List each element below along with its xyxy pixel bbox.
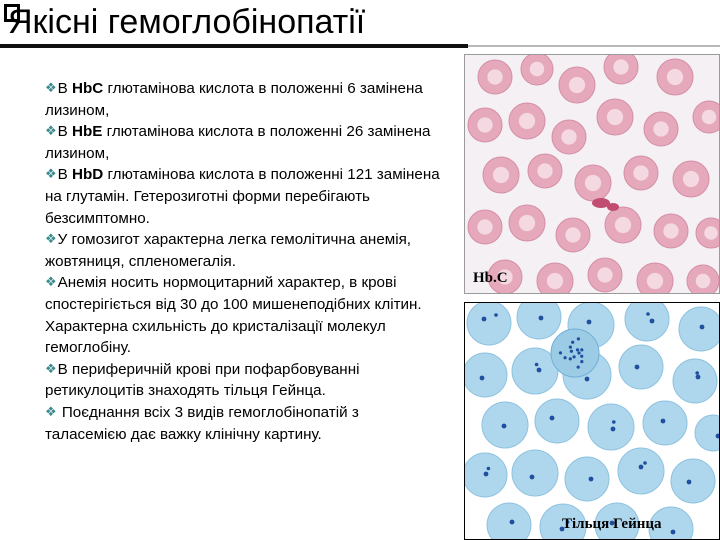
heinz-body-dot <box>577 366 580 369</box>
red-blood-cell <box>643 401 687 445</box>
heinz-body-dot <box>587 320 592 325</box>
red-blood-cell-center <box>547 273 563 289</box>
red-blood-cell-center <box>597 267 612 282</box>
diamond-bullet-icon: ❖ <box>45 231 57 247</box>
heinz-body-dot <box>661 419 666 424</box>
heinz-body-dot <box>537 368 542 373</box>
red-blood-cell <box>467 303 511 345</box>
red-blood-cell <box>679 307 719 351</box>
red-blood-cell-center <box>607 109 623 125</box>
red-blood-cell-center <box>613 59 628 74</box>
red-blood-cell <box>588 404 634 450</box>
heinz-body-dot <box>569 357 572 360</box>
diamond-bullet-icon: ❖ <box>45 360 57 376</box>
bullet-text: Анемія носить нормоцитарний характер, в крові спостерігіється від 30 до 100 мишенеподібних клітин. Характерна схильність до кристалізації молекул гемоглобіну. <box>45 274 422 357</box>
red-blood-cell-center <box>663 223 678 238</box>
diamond-bullet-icon: ❖ <box>45 123 57 139</box>
heinz-body-dot <box>572 355 575 358</box>
heinz-body-dot <box>577 351 580 354</box>
heinz-body-dot <box>580 348 583 351</box>
red-blood-cell-center <box>519 113 535 129</box>
bullet-text: глютамінова кислота в положенні 26 замінена лизином, <box>45 123 431 162</box>
heinz-body-dot <box>695 371 699 375</box>
bullet-prefix: В <box>57 166 73 184</box>
heinz-body-dot <box>671 530 676 535</box>
red-blood-cell <box>619 345 663 389</box>
bullet-item <box>45 229 440 272</box>
heinz-body-dot <box>580 355 583 358</box>
red-blood-cell <box>517 303 561 339</box>
red-blood-cell-center <box>519 215 535 231</box>
red-blood-cell-center <box>647 273 663 289</box>
heinz-body-dot <box>482 317 487 322</box>
red-blood-cell <box>618 448 664 494</box>
heinz-body-dot <box>611 427 616 432</box>
heinz-body-dot <box>535 363 539 367</box>
bullet-bold-term: HbC <box>72 80 104 97</box>
heinz-body-dot <box>480 376 485 381</box>
red-blood-cell <box>671 459 715 503</box>
heinz-body-dot <box>687 480 692 485</box>
red-blood-cell-center <box>561 129 576 144</box>
reticulocyte <box>551 329 599 377</box>
heinz-body-dot <box>643 461 647 465</box>
heinz-body-dot <box>550 416 555 421</box>
red-blood-cell-center <box>653 121 668 136</box>
heinz-body-dot <box>646 312 650 316</box>
heinz-body-dot <box>502 424 507 429</box>
heinz-smear-drawing <box>465 303 719 539</box>
red-blood-cell-center <box>569 77 585 93</box>
heinz-body-dot <box>589 477 594 482</box>
heinz-body-dot <box>563 356 566 359</box>
red-blood-cell <box>565 457 609 501</box>
red-blood-cell-center <box>487 69 502 84</box>
red-blood-cell-center <box>633 165 648 180</box>
bullet-text: У гомозигот характерна легка гемолітична анемія, жовтяниця, спленомегалія. <box>45 231 412 270</box>
bullet-item <box>45 121 440 164</box>
heinz-body-dot <box>487 467 491 471</box>
bullet-list <box>45 78 440 445</box>
red-blood-cell-center <box>477 219 492 234</box>
bullet-item <box>45 164 440 229</box>
target-cell-fragment <box>607 203 619 211</box>
hbc-smear-drawing <box>465 55 719 293</box>
red-blood-cell-center <box>702 110 716 124</box>
red-blood-cell <box>487 503 531 539</box>
heinz-body-dot <box>700 325 705 330</box>
heinz-body-dot <box>639 465 644 470</box>
red-blood-cell-center <box>565 227 580 242</box>
heinz-body-dot <box>577 337 580 340</box>
heinz-body-dot <box>539 316 544 321</box>
red-blood-cell-center <box>477 117 492 132</box>
heinz-body-dot <box>570 350 573 353</box>
heinz-bodies-image <box>464 302 720 540</box>
red-blood-cell-center <box>615 217 631 233</box>
diamond-bullet-icon: ❖ <box>45 274 57 290</box>
title-underline <box>0 44 468 48</box>
heinz-caption: Тільця Гейнца <box>562 516 662 532</box>
heinz-body-dot <box>696 375 701 380</box>
bullet-text: глютамінова кислота в положенні 121 замінена на глутамін. Гетерозиготні форми перебігають безсимптомно. <box>45 166 440 227</box>
bullet-prefix: В <box>57 80 73 97</box>
red-blood-cell <box>512 450 558 496</box>
diamond-bullet-icon: ❖ <box>45 80 57 95</box>
bullet-bold-term: HbE <box>72 123 103 141</box>
red-blood-cell-center <box>493 167 509 183</box>
title-underline-light <box>468 45 720 47</box>
title-block <box>0 0 720 48</box>
bullet-item <box>45 402 440 445</box>
heinz-body-dot <box>571 341 574 344</box>
heinz-body-dot <box>585 377 590 382</box>
bullet-item <box>45 78 440 121</box>
red-blood-cell <box>695 415 719 451</box>
heinz-body-dot <box>494 313 498 317</box>
red-blood-cell-center <box>683 171 699 187</box>
hbc-caption: Hb.C <box>473 270 508 286</box>
slide-title: Якісні гемоглобінопатії <box>8 3 366 41</box>
bullet-item <box>45 359 440 402</box>
heinz-body-dot <box>530 475 535 480</box>
bullet-prefix: В <box>57 123 73 141</box>
red-blood-cell-center <box>530 62 544 76</box>
bullet-bold-term: HbD <box>72 166 104 184</box>
red-blood-cell <box>625 303 669 341</box>
red-blood-cell-center <box>585 175 601 191</box>
red-blood-cell-center <box>696 274 710 288</box>
heinz-body-dot <box>576 348 579 351</box>
heinz-body-dot <box>580 360 583 363</box>
hbc-blood-smear-image <box>464 54 720 294</box>
red-blood-cell <box>673 359 717 403</box>
diamond-bullet-icon: ❖ <box>45 403 57 419</box>
heinz-body-dot <box>612 420 616 424</box>
heinz-body-dot <box>559 351 562 354</box>
heinz-body-dot <box>650 319 655 324</box>
diamond-bullet-icon: ❖ <box>45 166 57 182</box>
red-blood-cell <box>465 353 507 397</box>
heinz-body-dot <box>635 365 640 370</box>
heinz-body-dot <box>510 520 515 525</box>
bullet-text: глютамінова кислота в положенні 6 замінена лизином, <box>45 80 423 119</box>
red-blood-cell <box>535 399 579 443</box>
bullet-text: Поєднання всіх 3 видів гемоглобінопатій з таласемією дає важку клінічну картину. <box>45 403 359 443</box>
red-blood-cell-center <box>667 69 683 85</box>
bullet-item <box>45 272 440 358</box>
bullet-text: В периферичній крові при пофарбовуванні ретикулоцитів знаходять тільця Гейнца. <box>45 360 360 400</box>
heinz-body-dot <box>569 345 572 348</box>
red-blood-cell-center <box>537 163 552 178</box>
heinz-body-dot <box>484 472 489 477</box>
red-blood-cell-center <box>704 226 718 240</box>
